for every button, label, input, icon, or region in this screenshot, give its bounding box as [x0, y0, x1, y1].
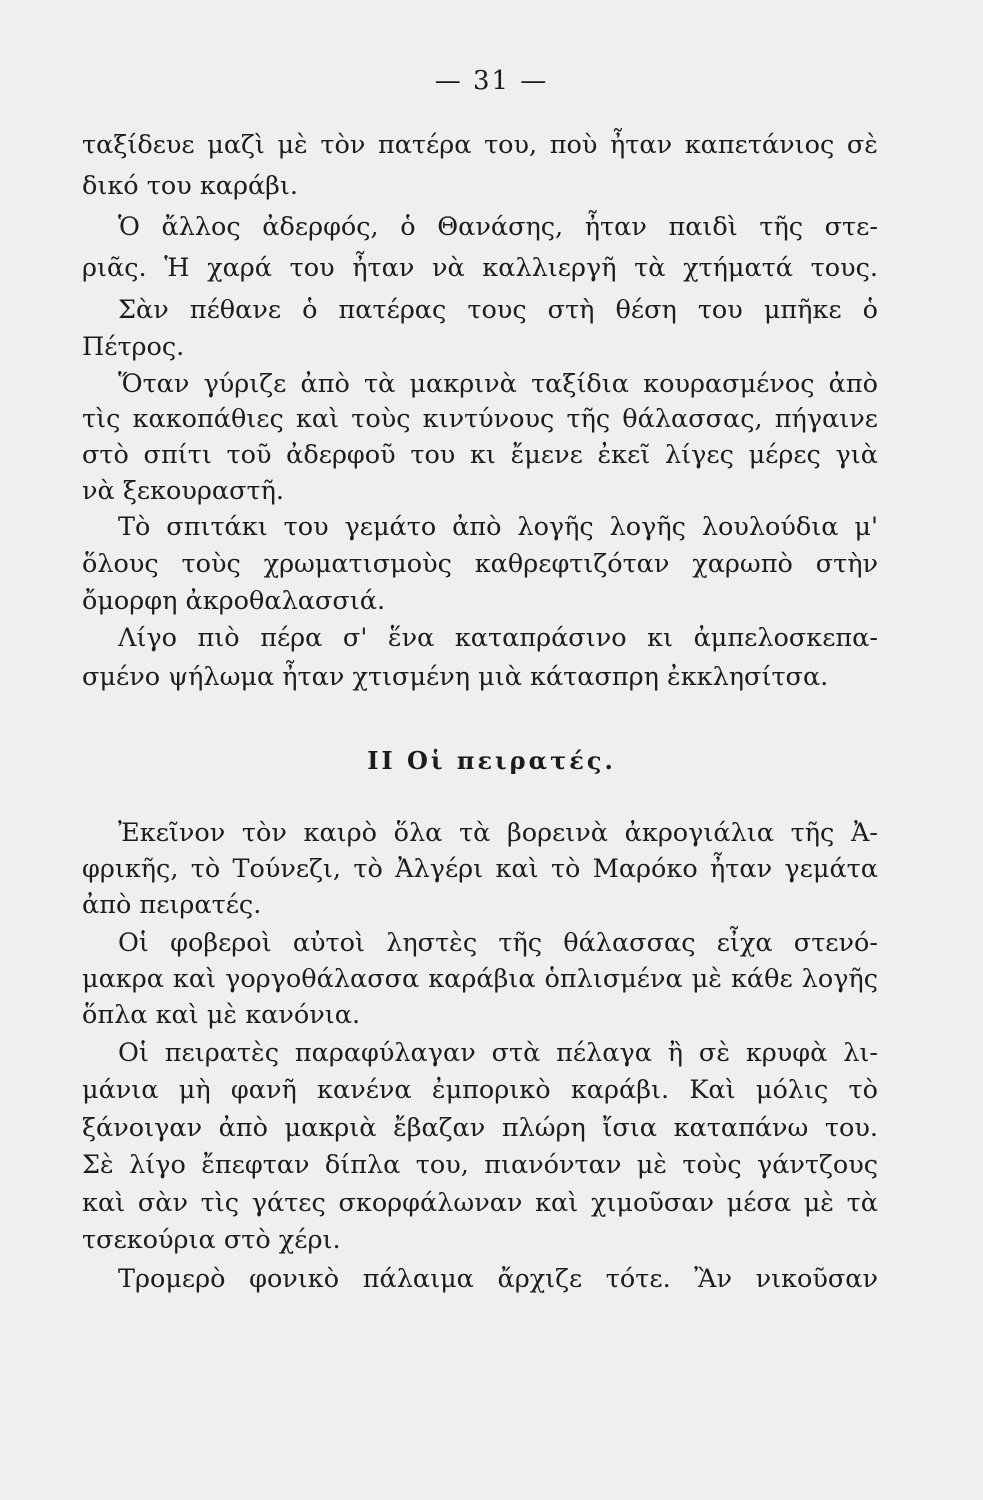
text-line: ἀπὸ πειρατές.: [82, 890, 262, 920]
section-heading: II Οἱ πειρατές.: [367, 746, 616, 775]
text-line: τὶς κακοπάθιες καὶ τοὺς κιντύνους τῆς θάλασσας, πήγαινε: [82, 404, 878, 434]
text-line: σμένο ψήλωμα ἦταν χτισμένη μιὰ κάτασπρη ἐκκλησίτσα.: [82, 662, 829, 692]
text-line: Τὸ σπιτάκι του γεμάτο ἀπὸ λογῆς λογῆς λουλούδια μ': [118, 512, 878, 542]
text-line: Λίγο πιὸ πέρα σ' ἕνα καταπράσινο κι ἀμπελοσκεπα-: [118, 623, 878, 653]
page-number: — 31 —: [434, 66, 549, 96]
text-line: στὸ σπίτι τοῦ ἀδερφοῦ του κι ἔμενε ἐκεῖ λίγες μέρες γιὰ: [82, 440, 878, 470]
text-line: Ὁ ἄλλος ἀδερφός, ὁ Θανάσης, ἦταν παιδὶ τῆς στε-: [118, 212, 878, 242]
text-line: Οἱ φοβεροὶ αὐτοὶ ληστὲς τῆς θάλασσας εἶχα στενό-: [118, 928, 878, 958]
text-line: ὄμορφη ἀκροθαλασσιά.: [82, 586, 386, 616]
text-line: δικό του καράβι.: [82, 171, 299, 201]
text-line: ριᾶς. Ἡ χαρά του ἦταν νὰ καλλιεργῆ τὰ χτήματά τους.: [82, 253, 878, 283]
text-line: Πέτρος.: [82, 332, 185, 362]
text-line: ὅλους τοὺς χρωματισμοὺς καθρεφτιζόταν χαρωπὸ στὴν: [82, 549, 878, 579]
text-line: φρικῆς, τὸ Τούνεζι, τὸ Ἀλγέρι καὶ τὸ Μαρόκο ἦταν γεμάτα: [82, 854, 878, 884]
text-line: ξάνοιγαν ἀπὸ μακριὰ ἔβαζαν πλώρη ἴσια καταπάνω του.: [82, 1113, 878, 1143]
text-line: ὅπλα καὶ μὲ κανόνια.: [82, 1000, 361, 1030]
text-line: καὶ σὰν τὶς γάτες σκορφάλωναν καὶ χιμοῦσαν μέσα μὲ τὰ: [82, 1188, 878, 1218]
text-line: Σὰν πέθανε ὁ πατέρας τους στὴ θέση του μπῆκε ὁ: [118, 295, 878, 325]
text-line: Ὅταν γύριζε ἀπὸ τὰ μακρινὰ ταξίδια κουρασμένος ἀπὸ: [118, 369, 878, 399]
text-line: Ἐκεῖνον τὸν καιρὸ ὅλα τὰ βορεινὰ ἀκρογιάλια τῆς Ἀ-: [118, 818, 878, 848]
text-line: Οἱ πειρατὲς παραφύλαγαν στὰ πέλαγα ἢ σὲ κρυφὰ λι-: [118, 1038, 878, 1068]
text-line: μάνια μὴ φανῆ κανένα ἐμπορικὸ καράβι. Καὶ μόλις τὸ: [82, 1075, 878, 1105]
text-line: τσεκούρια στὸ χέρι.: [82, 1225, 341, 1255]
text-line: Σὲ λίγο ἔπεφταν δίπλα του, πιανόνταν μὲ τοὺς γάντζους: [82, 1150, 878, 1180]
text-line: ταξίδευε μαζὶ μὲ τὸν πατέρα του, ποὺ ἦταν καπετάνιος σὲ: [82, 130, 878, 160]
text-line: νὰ ξεκουραστῆ.: [82, 476, 284, 506]
text-line: μακρα καὶ γοργοθάλασσα καράβια ὁπλισμένα μὲ κάθε λογῆς: [82, 964, 878, 994]
text-line: Τρομερὸ φονικὸ πάλαιμα ἄρχιζε τότε. Ἂν νικοῦσαν: [118, 1264, 878, 1294]
